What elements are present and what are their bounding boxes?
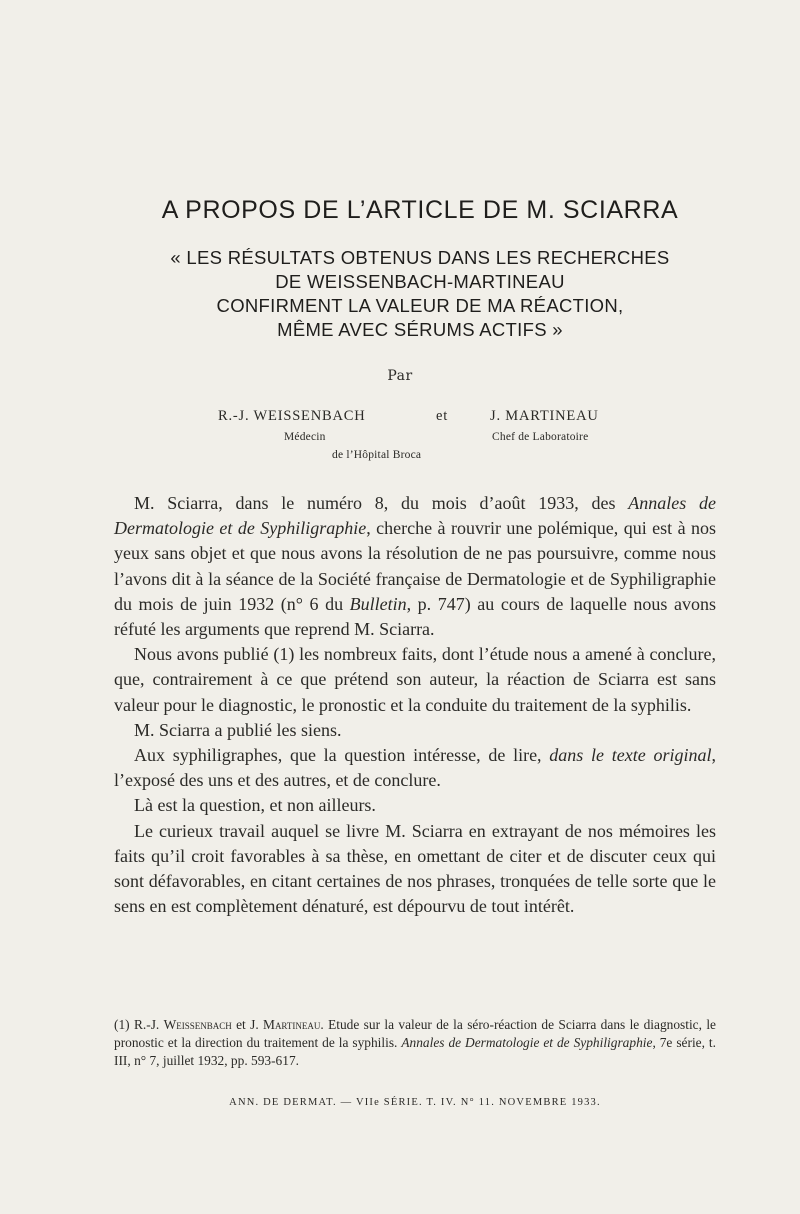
subtitle-line: « LES RÉSULTATS OBTENUS DANS LES RECHERCHES (170, 247, 670, 268)
text-run: (1) R.-J. (114, 1017, 164, 1032)
article-subtitle (80, 246, 760, 342)
body-paragraph (114, 819, 716, 920)
text-run: Là est la question, et non ailleurs. (134, 795, 376, 816)
text-run: , l’exposé des uns et des autres, et de conclure. (114, 745, 716, 791)
text-run: . Etude sur la valeur de la séro-réaction de Sciarra dans le diagnostic, le pronostic et la direction du traitement de la syphilis. (114, 1017, 716, 1051)
text-run: et J. (231, 1017, 264, 1032)
text-run: Le curieux travail auquel se livre M. Sciarra en extrayant de nos mémoires les faits qu’il croit favorables à sa thèse, en omettant de citer et de discuter ceux qui sont défavorables, en citant certaines de nos phrases, tronquées de telle sorte que le sens en est complètement dénaturé, est dépourvu de tout intérêt. (114, 820, 716, 917)
author-role-chef: Chef de Laboratoire (492, 431, 589, 443)
author-hospital: de l’Hôpital Broca (332, 449, 422, 461)
italic-run: dans le texte original (549, 745, 712, 766)
subtitle-line: DE WEISSENBACH-MARTINEAU (275, 271, 565, 292)
author-role-medecin: Médecin (284, 431, 326, 443)
small-caps-run: Martineau (263, 1017, 321, 1032)
text-run: Aux syphiligraphes, que la question intéresse, de lire, (134, 745, 550, 766)
text-run: , cherche à rouvrir une polémique, qui est à nos yeux sans objet et que nous avons la résolution de ne pas poursuivre, comme nous l’avons dit à la séance de la Société française de Dermatologie et de Syphiligraphie du mois de juin 1932 (n° 6 du (114, 518, 717, 614)
subtitle-line: CONFIRMENT LA VALEUR DE MA RÉACTION, (216, 295, 624, 316)
text-run: M. Sciarra, dans le numéro 8, du mois d’août 1933, des (134, 493, 629, 513)
text-run: , p. 747) au cours de laquelle nous avons réfuté les arguments que reprend M. Sciarra. (114, 593, 716, 640)
italic-run: Bulletin (349, 593, 407, 614)
footnote (114, 1016, 716, 1071)
author-martineau: J. MARTINEAU (490, 408, 599, 424)
small-caps-run: Weissenbach (163, 1017, 232, 1032)
body-paragraph (114, 793, 716, 818)
author-conjunction: et (436, 408, 449, 424)
article-title: A PROPOS DE L’ARTICLE DE M. SCIARRA (161, 196, 679, 224)
journal-footer: ANN. DE DERMAT. — VIIe SÉRIE. T. IV. N° 11. NOVEMBRE 1933. (229, 1097, 601, 1108)
subtitle-line: MÊME AVEC SÉRUMS ACTIFS » (277, 319, 563, 340)
italic-run: Annales de Dermatologie et de Syphiligraphie (114, 493, 716, 539)
body-paragraph (114, 743, 716, 793)
author-weissenbach: R.-J. WEISSENBACH (218, 408, 366, 424)
body-paragraph (114, 642, 716, 718)
article-body (114, 491, 716, 919)
text-run: M. Sciarra a publié les siens. (134, 719, 342, 740)
text-run: Nous avons publié (1) les nombreux faits, dont l’étude nous a amené à conclure, que, contrairement à ce que prétend son auteur, la réaction de Sciarra est sans valeur pour le diagnostic, le pronostic et la conduite du traitement de la syphilis. (114, 644, 716, 715)
italic-run: Annales de Dermatologie et de Syphiligraphie (401, 1035, 653, 1051)
text-run: , 7e série, t. III, n° 7, juillet 1932, pp. 593-617. (114, 1035, 716, 1069)
body-paragraph (114, 491, 716, 642)
body-paragraph (114, 718, 716, 743)
by-line: Par (387, 368, 413, 384)
